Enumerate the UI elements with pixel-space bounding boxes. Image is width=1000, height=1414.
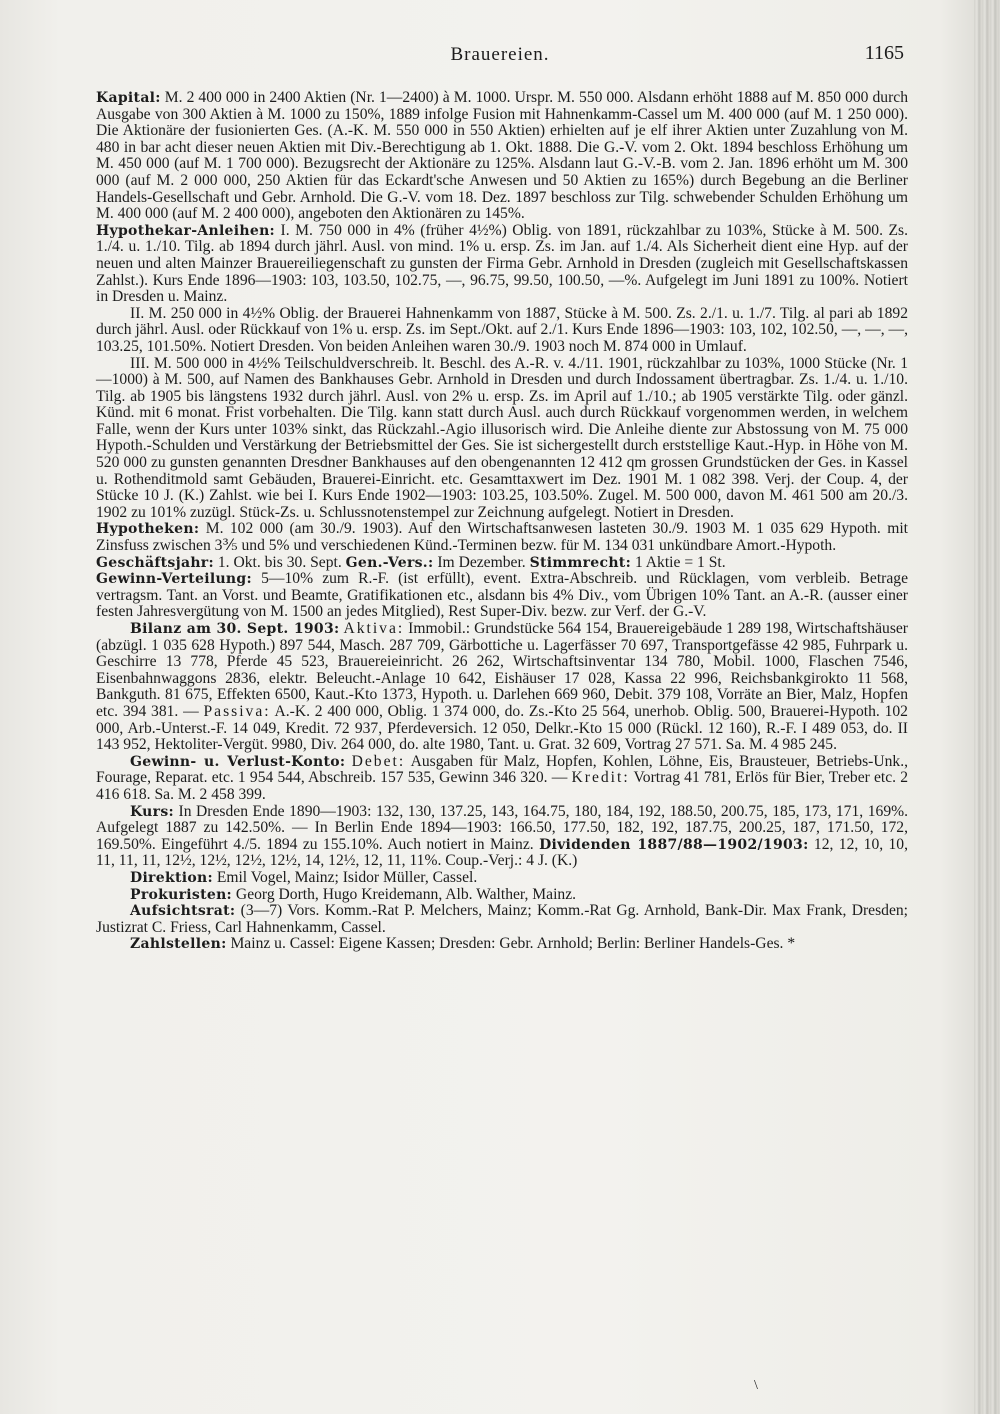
kapital-entry bbox=[96, 90, 908, 223]
anleihe-3-entry: III. M. 500 000 in 4½% Teilschuldverschreib. lt. Beschl. des A.-R. v. 4./11. 1901, rückzahlbar zu 103%, 1000 Stücke (Nr. 1—1000) à M. 500, auf Namen des Bankhauses Gebr. Arnhold in Dresden und durch Indossament übertragbar. Zs. 1./4. u. 1./10. Tilg. ab 1905 bis längstens 1932 durch jährl. Ausl. von 2% u. ersp. Zs. im April auf 1./10.; ab 1905 verstärkte Tilg. oder gänzl. Künd. mit 6 monat. Frist vorbehalten. Die Tilg. kann statt durch Ausl. auch durch Rückkauf vorgenommen werden, in welchem Falle, wenn der Kurs unter 103% sinkt, das Rückzahl.-Agio illusorisch wird. Die Anleihe diente zur Abstossung von M. 75 000 Hypoth.-Schulden und Verstärkung der Betriebsmittel der Ges. Sie ist sichergestellt durch erststellige Kaut.-Hyp. in Höhe von M. 520 000 zu gunsten genannten Dresdner Bankhauses auf den obengenannten 12 412 qm grossen Grundstücken der Ges. in Kassel u. Rothenditmold samt Gebäuden, Brauerei-Einricht. etc. Gesamttaxwert im Dez. 1901 M. 1 082 398. Verj. der Coup. 4, der Stücke 10 J. (K.) Zahlst. wie bei I. Kurs Ende 1902—1903: 103.25, 103.50%. Zugel. M. 500 000, davon M. 461 500 am 20./3. 1902 zu 101% zuzügl. Stück-Zs. u. Schlussnotenstempel zur Zeichnung aufgelegt. Notiert in Dresden. bbox=[96, 354, 908, 521]
aktiva-text: Immobil.: Grundstücke 564 154, Brauereigebäude 1 289 198, Wirtschaftshäuser (abzügl. 1 035 628 Hypoth.) 897 544, Masch. 287 709, Gärbottiche u. Lagerfässer 70 697, Transportgefässe 42 985, Fuhrpark u. Geschirre 13 778, Pferde 45 523, Brauereieinricht. 26 262, Wirtschaftsinventar 134 780, Mobil. 1000, Flaschen 7546, Eisenbahnwaggons 2836, elektr. Beleucht.-Anlage 10 642, Eishäuser 17 028, Kassa 22 996, Reichsbankgirokto 11 568, Bankguth. 81 675, Effekten 6500, Kaut.-Kto 1373, Hypoth. u. Darlehen 669 960, Debit. 379 108, Vorräte an Bier, Malz, Hopfen etc. 394 381. — bbox=[96, 620, 908, 720]
direktion-entry bbox=[96, 870, 908, 887]
gewinn-verteilung-label: Gewinn-Verteilung: bbox=[96, 571, 252, 588]
anleihe-1-text: I. M. 750 000 in 4% (früher 4½%) Oblig. von 1891, rückzahlbar zu 103%, Stücke à M. 500. Zs. 1./4. u. 1./10. Tilg. ab 1894 durch jährl. Ausl. von mind. 1% u. ersp. Zs. im Jan. auf 1./4. Als Sicherheit dient eine Hyp. auf der neuen und alten Mainzer Brauereiliegenschaft zu gunsten der Firma Gebr. Arnhold in Dresden (zugleich mit Gesellschaftskassen Zahlst.). Kurs Ende 1896—1903: 103, 103.50, 102.75, —, 96.75, 99.50, 100.50, —%. Aufgelegt im Juni 1891 zu 100%. Notiert in Dresden u. Mainz. bbox=[96, 221, 908, 306]
kurs-entry bbox=[96, 804, 908, 870]
page-number: 1165 bbox=[864, 42, 904, 64]
geschaeftsjahr-label: Geschäftsjahr: bbox=[96, 554, 214, 571]
hypothekar-anleihen-label: Hypothekar-Anleihen: bbox=[96, 222, 276, 239]
prokuristen-entry bbox=[96, 887, 908, 904]
aktiva-label: Aktiva: bbox=[343, 620, 405, 637]
stimmrecht-text: 1 Aktie = 1 St. bbox=[631, 553, 726, 571]
zahlstellen-label: Zahlstellen: bbox=[130, 936, 227, 953]
gewinn-verlust-entry bbox=[96, 754, 908, 804]
geschaeftsjahr-entry bbox=[96, 555, 908, 572]
anleihe-2-entry: II. M. 250 000 in 4½% Oblig. der Brauerei Hahnenkamm von 1887, Stücke à M. 500. Zs. 2./1. u. 1./7. Tilg. al pari ab 1892 durch jährl. Ausl. oder Rückkauf von 1% u. ersp. Zs. im Sept./Okt. auf 2./1. Kurs Ende 1896—1903: 103, 102, 102.50, —, —, —, 103.25, 101.50%. Notiert Dresden. Von beiden Anleihen waren 30./9. 1903 noch M. 874 000 in Umlauf. bbox=[96, 304, 908, 355]
geschaeftsjahr-text: 1. Okt. bis 30. Sept. bbox=[213, 553, 342, 571]
gewinn-verteilung-text: 5—10% zum R.-F. (ist erfüllt), event. Extra-Abschreib. und Rücklagen, vom verbleib. Betrage vertragsm. Tant. an Vorst. und Beamte, Gratifikationen etc., alsdann bis 4% Div., vom Übrigen 10% Tant. an A.-R. (ausser einer festen Jahresvergütung von M. 1500 an jedes Mitglied), Rest Super-Div. bezw. zur Verf. der G.-V. bbox=[96, 570, 908, 621]
kapital-text: M. 2 400 000 in 2400 Aktien (Nr. 1—2400) à M. 1000. Urspr. M. 550 000. Alsdann erhöht 1888 auf M. 850 000 durch Ausgabe von 300 Aktien à M. 1000 zu 150%, 1889 infolge Fusion mit Hahnenkamm-Cassel um M. 400 000 (auf M. 1 250 000). Die Aktionäre der fusionierten Ges. (A.-K. M. 550 000 in 550 Aktien) erhielten auf je elf ihrer Aktien unter Zuzahlung von M. 480 in bar acht dieser neuen Aktien mit Div.-Berechtigung ab 1. Okt. 1888. Die G.-V. vom 2. Okt. 1894 beschloss Erhöhung um M. 450 000 (auf M. 1 700 000). Bezugsrecht der Aktionäre zu 125%. Alsdann laut G.-V.-B. vom 2. Jan. 1896 erhöht um M. 300 000 (auf M. 2 000 000, 250 Aktien für das Eckardt'sche Anwesen und 50 Aktien zu 165%) durch Begebung an die Berliner Handels-Gesellschaft und Gebr. Arnhold. Die G.-V. vom 18. Dez. 1897 beschloss zur Tilg. schwebender Schulden Erhöhung um M. 400 000 (auf M. 2 400 000), angeboten den Aktionären zu 145%. bbox=[96, 89, 908, 223]
page-edge-shadow bbox=[974, 0, 1000, 1414]
hypothekar-anleihen-entry bbox=[96, 223, 908, 306]
gewinn-verteilung-entry bbox=[96, 571, 908, 621]
bilanz-entry bbox=[96, 621, 908, 754]
hypotheken-entry bbox=[96, 521, 908, 554]
footer-mark: \ bbox=[754, 1378, 758, 1393]
kredit-label: Kredit: bbox=[571, 769, 630, 787]
kredit-text: Vortrag 41 781, Erlös für Bier, Treber etc. 2 416 618. Sa. M. 2 458 399. bbox=[96, 769, 908, 803]
document-body bbox=[96, 90, 908, 953]
running-title: Brauereien. bbox=[450, 44, 550, 65]
page-header bbox=[96, 40, 904, 74]
passiva-text: A.-K. 2 400 000, Oblig. 1 374 000, do. Zs.-Kto 25 564, unerhob. Oblig. 500, Brauerei-Hypoth. 102 000, Arb.-Unterst.-F. 14 049, Kredit. 72 937, Pferdeversich. 12 050, Delkr.-Kto 15 000 (Rückl. 12 160), R.-F. I 489 053, do. II 143 952, Hektoliter-Vergüt. 9980, Div. 264 000, do. alte 1980, Tant. u. Grat. 32 609, Vortrag 27 571. Sa. M. 4 985 245. bbox=[96, 702, 908, 754]
aufsichtsrat-label: Aufsichtsrat: bbox=[130, 903, 236, 920]
aufsichtsrat-text: (3—7) Vors. Komm.-Rat P. Melchers, Mainz; Komm.-Rat Gg. Arnhold, Bank-Dir. Max Frank, Dresden; Justizrat C. Friess, Carl Hahnenkamm, Cassel. bbox=[96, 902, 908, 936]
gen-vers-label: Gen.-Vers.: bbox=[345, 554, 434, 571]
direktion-text: Emil Vogel, Mainz; Isidor Müller, Cassel. bbox=[212, 868, 478, 886]
gewinn-verlust-label: Gewinn- u. Verlust-Konto: bbox=[130, 753, 346, 770]
zahlstellen-entry bbox=[96, 936, 908, 953]
hypotheken-label: Hypotheken: bbox=[96, 521, 200, 538]
kapital-label: Kapital: bbox=[96, 90, 161, 106]
stimmrecht-label: Stimmrecht: bbox=[529, 554, 632, 571]
gen-vers-text: Im Dezember. bbox=[433, 553, 526, 571]
debet-text: Ausgaben für Malz, Hopfen, Kohlen, Löhne, Eis, Brausteuer, Betriebs-Unk., Fourage, Reparat. etc. 1 954 544, Abschreib. 157 535, Gewinn 346 320. — bbox=[96, 752, 908, 787]
prokuristen-label: Prokuristen: bbox=[130, 886, 233, 903]
direktion-label: Direktion: bbox=[130, 869, 213, 886]
passiva-label: Passiva: bbox=[203, 702, 271, 720]
bilanz-label: Bilanz am 30. Sept. 1903: bbox=[130, 621, 340, 637]
dividenden-text: 12, 12, 10, 10, 11, 11, 11, 12½, 12½, 12½, 12½, 14, 12½, 12, 11, 11%. Coup.-Verj.: 4 J. (K.) bbox=[96, 835, 908, 870]
hypotheken-text: M. 102 000 (am 30./9. 1903). Auf den Wirtschaftsanwesen lasteten 30./9. 1903 M. 1 035 629 Hypoth. mit Zinsfuss zwischen 3⅗ und 5% und verschiedenen Künd.-Terminen bezw. für M. 134 031 unkündbare Amort.-Hypoth. bbox=[96, 520, 908, 555]
dividenden-label: Dividenden 1887/88—1902/1903: bbox=[539, 836, 809, 853]
aufsichtsrat-entry bbox=[96, 903, 908, 936]
prokuristen-text: Georg Dorth, Hugo Kreidemann, Alb. Walther, Mainz. bbox=[232, 885, 577, 903]
zahlstellen-text: Mainz u. Cassel: Eigene Kassen; Dresden: Gebr. Arnhold; Berlin: Berliner Handels-Ges. * bbox=[226, 935, 796, 953]
kurs-text: In Dresden Ende 1890—1903: 132, 130, 137.25, 143, 164.75, 180, 184, 192, 188.50, 200.75, 185, 173, 171, 169%. Aufgelegt 1887 zu 142.50%. — In Berlin Ende 1894—1903: 166.50, 177.50, 182, 192, 187.75, 200.25, 187, 171.50, 172, 169.50%. Eingeführt 4./5. 1894 zu 155.10%. Auch notiert in Mainz. bbox=[96, 802, 908, 853]
kurs-label: Kurs: bbox=[130, 803, 174, 820]
debet-label: Debet: bbox=[351, 752, 406, 770]
